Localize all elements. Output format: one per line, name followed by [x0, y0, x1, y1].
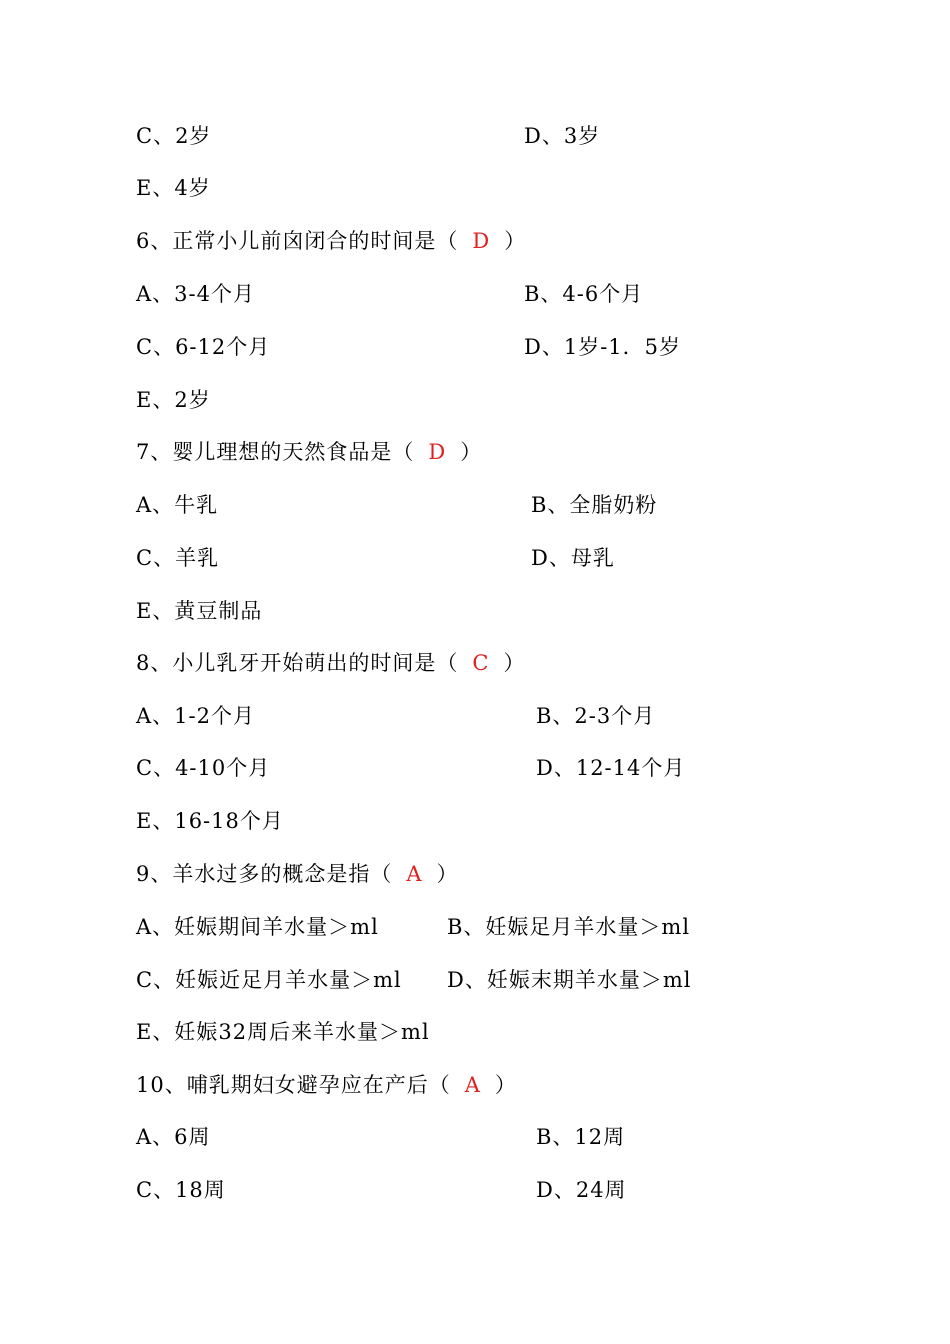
option-left: C、6-12个月 — [136, 335, 271, 359]
option-line — [136, 1119, 626, 1155]
option-right: D、3岁 — [524, 124, 601, 148]
option-line — [136, 698, 656, 734]
option-left: E、2岁 — [136, 388, 211, 412]
option-left: A、妊娠期间羊水量＞ml — [136, 915, 379, 939]
option-line — [136, 750, 686, 786]
option-left: E、4岁 — [136, 176, 211, 200]
question-7 — [136, 434, 482, 470]
option-left: E、黄豆制品 — [136, 599, 263, 623]
question-9 — [136, 856, 459, 892]
option-left: C、羊乳 — [136, 546, 220, 570]
option-line — [136, 540, 615, 576]
option-line — [136, 487, 658, 523]
option-right: D、1岁-1．5岁 — [524, 335, 682, 359]
option-right: B、12周 — [536, 1125, 626, 1149]
option-line — [136, 329, 682, 365]
question-text: 7、婴儿理想的天然食品是（ — [136, 440, 415, 464]
option-right: D、母乳 — [531, 546, 615, 570]
option-left: C、2岁 — [136, 124, 212, 148]
option-right: D、12-14个月 — [536, 756, 686, 780]
option-right: B、全脂奶粉 — [531, 493, 658, 517]
option-right: B、4-6个月 — [524, 282, 644, 306]
option-left: A、3-4个月 — [136, 282, 255, 306]
question-close: ） — [460, 440, 483, 464]
answer-mark: A — [464, 1073, 481, 1097]
option-left: E、16-18个月 — [136, 809, 284, 833]
option-left: A、牛乳 — [136, 493, 219, 517]
question-close: ） — [436, 862, 459, 886]
question-text: 10、哺乳期妇女避孕应在产后（ — [136, 1073, 451, 1097]
answer-mark: D — [428, 440, 447, 464]
option-left: A、1-2个月 — [136, 704, 255, 728]
question-close: ） — [504, 229, 527, 253]
answer-mark: C — [472, 651, 490, 675]
option-line — [136, 1172, 627, 1208]
question-10 — [136, 1067, 517, 1103]
option-left: E、妊娠32周后来羊水量＞ml — [136, 1020, 430, 1044]
option-right: D、24周 — [536, 1178, 627, 1202]
option-line — [136, 276, 644, 312]
option-right: D、妊娠末期羊水量＞ml — [447, 968, 692, 992]
option-right: B、妊娠足月羊水量＞ml — [447, 915, 691, 939]
question-text: 8、小儿乳牙开始萌出的时间是（ — [136, 651, 459, 675]
question-6 — [136, 223, 526, 259]
question-close: ） — [503, 651, 526, 675]
question-8 — [136, 645, 525, 681]
option-line — [136, 170, 211, 206]
option-line — [136, 593, 262, 629]
answer-mark: D — [472, 229, 491, 253]
option-line — [136, 118, 601, 154]
option-left: C、18周 — [136, 1178, 226, 1202]
option-left: C、妊娠近足月羊水量＞ml — [136, 968, 402, 992]
option-left: C、4-10个月 — [136, 756, 271, 780]
question-text: 6、正常小儿前囟闭合的时间是（ — [136, 229, 459, 253]
question-text: 9、羊水过多的概念是指（ — [136, 862, 393, 886]
option-right: B、2-3个月 — [536, 704, 656, 728]
option-line — [136, 1014, 430, 1050]
option-line — [136, 962, 692, 998]
answer-mark: A — [406, 862, 423, 886]
question-close: ） — [494, 1073, 517, 1097]
option-line — [136, 382, 211, 418]
option-left: A、6周 — [136, 1125, 211, 1149]
option-line — [136, 909, 691, 945]
option-line — [136, 803, 284, 839]
